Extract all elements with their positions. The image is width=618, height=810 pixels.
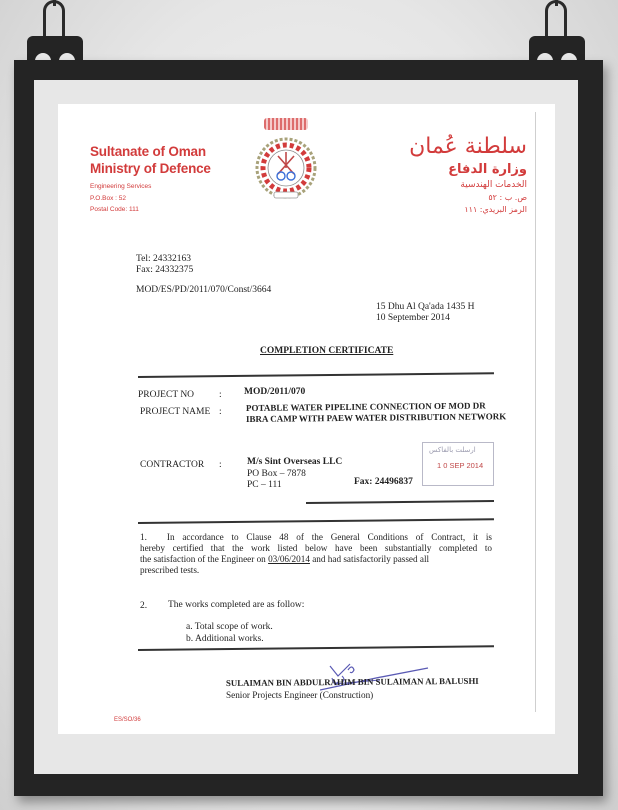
contractor-label: CONTRACTOR [140, 460, 205, 470]
divider-middle [306, 500, 494, 503]
letterhead-en-line2: Ministry of Defence [90, 161, 211, 176]
stamp-arabic-text: ارسلت بالفاكس [429, 446, 476, 454]
fax-sent-stamp [422, 442, 494, 486]
right-hanger-clip [529, 0, 585, 62]
letterhead-en-line1: Sultanate of Oman [90, 144, 206, 159]
project-no-value: MOD/2011/070 [244, 387, 306, 397]
reference-number: MOD/ES/PD/2011/070/Const/3664 [136, 285, 272, 295]
completion-date: 03/06/2014 [268, 554, 310, 564]
divider-bottom [138, 645, 494, 650]
telephone: Tel: 24332163 [136, 254, 192, 264]
ministry-emblem [254, 118, 318, 202]
signatory-title: Senior Projects Engineer (Construction) [226, 690, 374, 700]
paragraph-1-line3-post: and had satisfactorily passed all [309, 554, 430, 564]
contractor-po-box: PO Box – 7878 [247, 469, 306, 479]
paragraph-2-number: 2. [140, 601, 148, 611]
left-hanger-clip [27, 0, 83, 62]
letterhead-en-postal: Postal Code: 111 [90, 206, 139, 213]
contractor-fax: Fax: 24496837 [354, 477, 413, 487]
letterhead-ar-dept: الخدمات الهندسية [460, 180, 527, 190]
letterhead-ar-pobox: ص. ب : ٥٢ [488, 193, 527, 202]
letterhead-ar-line1: سلطنة عُمان [409, 134, 527, 159]
paragraph-1-line3-pre: the satisfaction of the Engineer on [140, 554, 269, 564]
paragraph-1-number: 1. [140, 532, 147, 542]
signatory-name: SULAIMAN BIN ABDULRAHIM BIN SULAIMAN AL BALUSHI [225, 675, 479, 688]
project-no-label: PROJECT NO [138, 390, 195, 400]
works-item-b: b. Additional works. [186, 634, 264, 644]
picture-frame [14, 60, 603, 796]
letterhead-en-pobox: P.O.Box : 52 [90, 195, 127, 202]
date-hijri: 15 Dhu Al Qa'ada 1435 H [376, 302, 475, 312]
emblem-calligraphy [264, 118, 308, 130]
stamp-date: 1 0 SEP 2014 [437, 461, 484, 470]
contractor-pc: PC – 111 [247, 480, 282, 490]
date-gregorian: 10 September 2014 [376, 313, 450, 323]
contractor-name: M/s Sint Overseas LLC [247, 457, 343, 467]
letterhead-ar-line2: وزارة الدفاع [448, 162, 527, 177]
document-title: COMPLETION CERTIFICATE [260, 346, 394, 356]
paragraph-1-line2: hereby certified that the work listed below have been substantially completed to [140, 543, 492, 553]
project-name-separator: : [219, 407, 222, 417]
paragraph-1-line1: In accordance to Clause 48 of the General Conditions of Contract, it is [166, 532, 492, 542]
frame-mat [34, 80, 578, 774]
letterhead-en-dept: Engineering Services [90, 183, 152, 190]
project-name-line2: IBRA CAMP WITH PAEW WATER DISTRIBUTION NETWORK [245, 411, 507, 424]
project-name-line1: POTABLE WATER PIPELINE CONNECTION OF MOD DR [245, 400, 486, 413]
divider-lower [138, 518, 494, 523]
letterhead-ar-postal: الرمز البريدي: ١١١ [464, 205, 527, 214]
certificate-document [58, 104, 555, 734]
works-item-a: a. Total scope of work. [186, 622, 273, 632]
project-no-separator: : [219, 390, 222, 400]
paragraph-1-line4: prescribed tests. [140, 565, 200, 575]
emblem-crest-icon [254, 132, 318, 204]
paper-fold-line [535, 112, 536, 712]
paragraph-1 [140, 532, 492, 576]
contractor-separator: : [219, 460, 222, 470]
fax: Fax: 24332375 [136, 265, 194, 275]
divider-top [138, 372, 494, 377]
footer-form-code: ES/SO/36 [114, 717, 141, 723]
project-name-label: PROJECT NAME [140, 407, 211, 417]
paragraph-2-text: The works completed are as follow: [168, 600, 305, 610]
